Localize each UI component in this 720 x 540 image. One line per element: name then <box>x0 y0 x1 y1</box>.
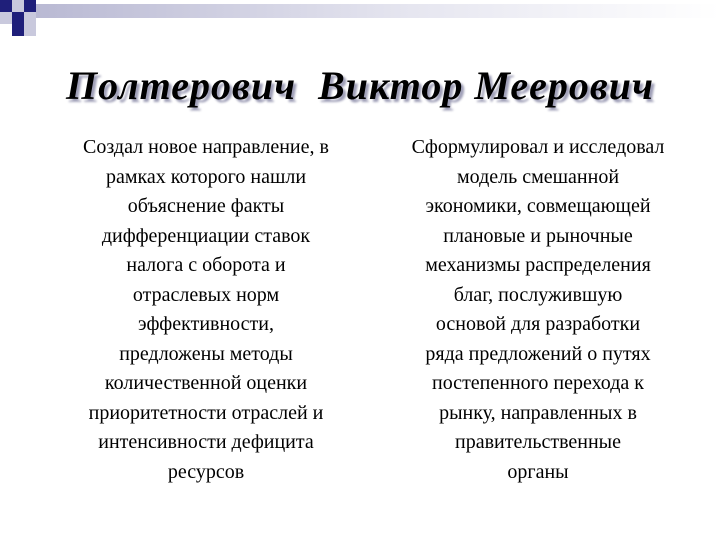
right-text-line: ряда предложений о путях <box>425 342 651 365</box>
right-text-line: Сформулировал и исследовал <box>411 136 665 158</box>
left-text-line: ресурсов <box>167 460 245 483</box>
right-text-line: постепенного перехода к <box>431 372 644 394</box>
deco-square-light-2 <box>0 12 12 24</box>
deco-square-navy-2 <box>24 0 36 12</box>
right-text-line: основой для разработки <box>435 313 641 335</box>
right-text-line: органы <box>507 460 569 483</box>
right-text-line: правительственные <box>455 431 621 453</box>
left-text-line: отраслевых норм <box>132 283 280 306</box>
title-given-names: Виктор Меерович <box>318 63 654 108</box>
deco-square-navy-4 <box>12 24 24 36</box>
right-text-line: рынку, направленных в <box>439 401 637 424</box>
deco-square-light-3 <box>24 12 36 24</box>
top-gradient-band <box>36 4 720 18</box>
slide-header-decoration <box>0 0 720 40</box>
left-text-line: эффективности, <box>137 313 274 335</box>
deco-square-light-4 <box>24 24 36 36</box>
right-text-line: экономики, совмещающей <box>425 195 651 217</box>
deco-square-navy-3 <box>12 12 24 24</box>
left-text-line: дифференциации ставок <box>101 224 311 247</box>
right-text-line: благ, послужившую <box>453 283 623 306</box>
right-text-column <box>370 133 706 487</box>
left-text-line: налога с оборота и <box>126 254 286 276</box>
left-text-line: предложены методы <box>119 342 293 365</box>
left-text-column <box>36 133 376 487</box>
title-surname: Полтерович <box>66 63 297 108</box>
left-text-line: объяснение факты <box>127 195 285 217</box>
left-text-line: Создал новое направление, в <box>83 136 329 158</box>
right-text-line: модель смешанной <box>456 165 620 188</box>
right-text-line: плановые и рыночные <box>443 224 633 247</box>
left-text-line: рамках которого нашли <box>105 165 307 188</box>
right-text-line: механизмы распределения <box>425 254 651 276</box>
left-text-line: количественной оценки <box>104 372 308 394</box>
left-text-line: приоритетности отраслей и <box>88 401 324 424</box>
deco-square-navy-1 <box>0 0 12 12</box>
deco-square-light-1 <box>12 0 24 12</box>
left-text-line: интенсивности дефицита <box>98 431 314 453</box>
page-title <box>0 62 720 109</box>
